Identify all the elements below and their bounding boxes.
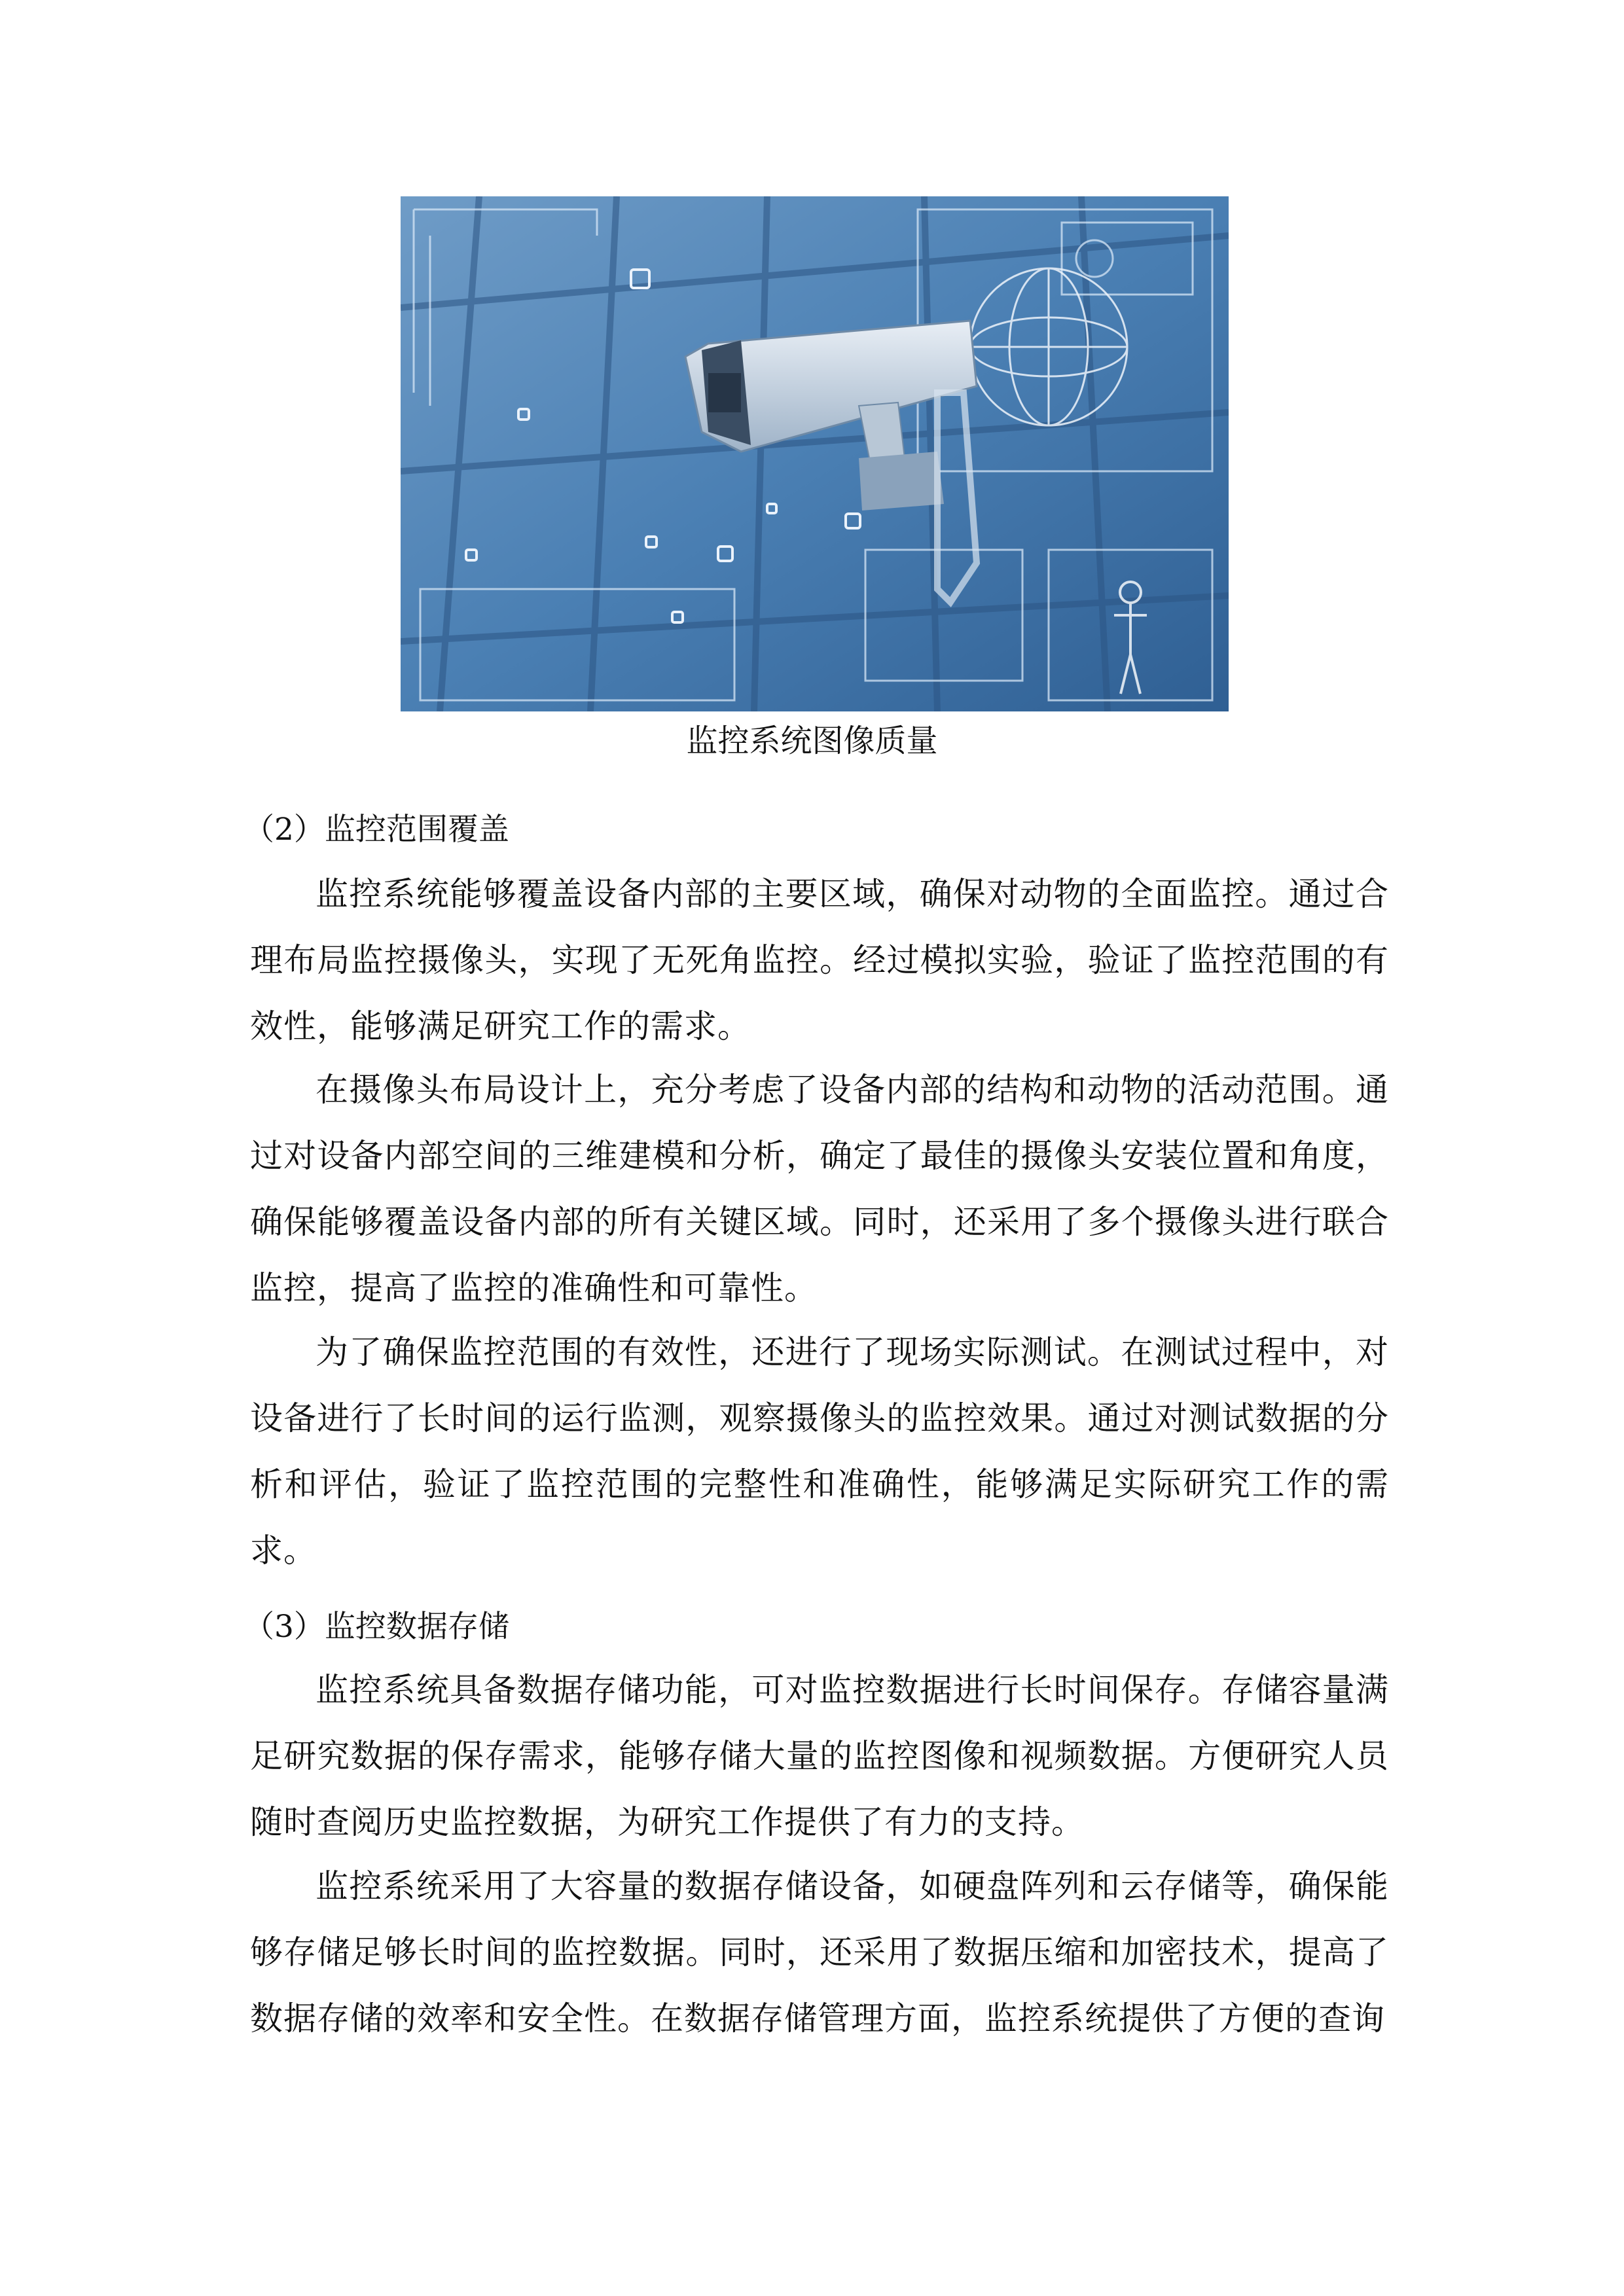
surveillance-camera-photo: [401, 196, 1229, 711]
section-heading-storage: （3）监控数据存储: [244, 1609, 509, 1645]
paragraph: 为了确保监控范围的有效性，还进行了现场实际测试。在测试过程中，对设备进行了长时间的运行监测，观察摄像头的监控效果。通过对测试数据的分析和评估，验证了监控范围的完整性和准确性，能够满足实际研究工作的需求。: [250, 1333, 1389, 1570]
figure-caption: 监控系统图像质量: [686, 723, 938, 759]
paragraph: 监控系统采用了大容量的数据存储设备，如硬盘阵列和云存储等，确保能够存储足够长时间的监控数据。同时，还采用了数据压缩和加密技术，提高了数据存储的效率和安全性。在数据存储管理方面，监控系统提供了方便的查询: [250, 1867, 1389, 2037]
paragraph: 在摄像头布局设计上，充分考虑了设备内部的结构和动物的活动范围。通过对设备内部空间的三维建模和分析，确定了最佳的摄像头安装位置和角度，确保能够覆盖设备内部的所有关键区域。同时，还采用了多个摄像头进行联合监控，提高了监控的准确性和可靠性。: [250, 1071, 1389, 1307]
section-heading-coverage: （2）监控范围覆盖: [244, 812, 509, 848]
paragraph: 监控系统能够覆盖设备内部的主要区域，确保对动物的全面监控。通过合理布局监控摄像头，实现了无死角监控。经过模拟实验，验证了监控范围的有效性，能够满足研究工作的需求。: [250, 875, 1389, 1045]
paragraph: 监控系统具备数据存储功能，可对监控数据进行长时间保存。存储容量满足研究数据的保存需求，能够存储大量的监控图像和视频数据。方便研究人员随时查阅历史监控数据，为研究工作提供了有力的支持。: [250, 1671, 1389, 1841]
